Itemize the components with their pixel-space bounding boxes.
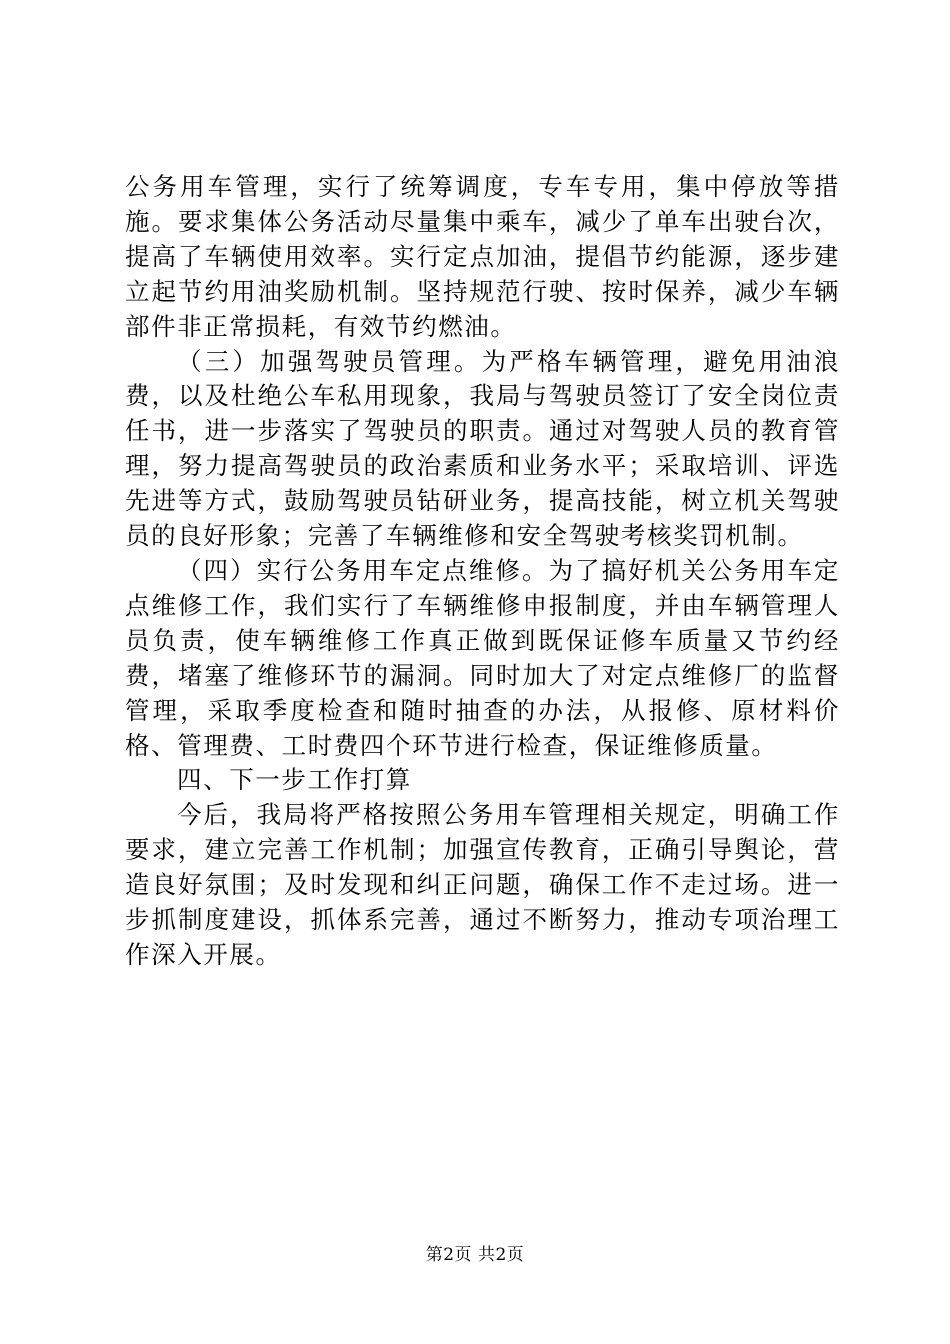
- paragraph-fixed-point-maintenance: （四）实行公务用车定点维修。为了搞好机关公务用车定点维修工作，我们实行了车辆维修申报制度，并由车辆管理人员负责，使车辆维修工作真正做到既保证修车质量又节约经费，堵塞了维修环节的漏洞。同时加大了对定点维修厂的监督管理，采取季度检查和随时抽查的办法，从报修、原材料价格、管理费、工时费四个环节进行检查，保证维修质量。: [125, 555, 840, 760]
- page-number-footer: 第2页 共2页: [425, 1245, 525, 1265]
- paragraph-vehicle-management: 公务用车管理，实行了统筹调度，专车专用，集中停放等措施。要求集体公务活动尽量集中乘车，减少了单车出驶台次，提高了车辆使用效率。实行定点加油，提倡节约能源，逐步建立起节约用油奖励机制。坚持规范行驶、按时保养，减少车辆部件非正常损耗，有效节约燃油。: [125, 172, 840, 341]
- document-body: [125, 170, 840, 973]
- section-heading-next-steps: 四、下一步工作打算: [177, 765, 412, 795]
- paragraph-next-steps: 今后，我局将严格按照公务用车管理相关规定，明确工作要求，建立完善工作机制；加强宣传教育，正确引导舆论，营造良好氛围；及时发现和纠正问题，确保工作不走过场。进一步抓制度建设，抓体系完善，通过不断努力，推动专项治理工作深入开展。: [125, 800, 840, 969]
- paragraph-driver-management: （三）加强驾驶员管理。为严格车辆管理，避免用油浪费，以及杜绝公车私用现象，我局与驾驶员签订了安全岗位责任书，进一步落实了驾驶员的职责。通过对驾驶人员的教育管理，努力提高驾驶员的政治素质和业务水平；采取培训、评选先进等方式，鼓励驾驶员钻研业务，提高技能，树立机关驾驶员的良好形象；完善了车辆维修和安全驾驶考核奖罚机制。: [125, 346, 840, 551]
